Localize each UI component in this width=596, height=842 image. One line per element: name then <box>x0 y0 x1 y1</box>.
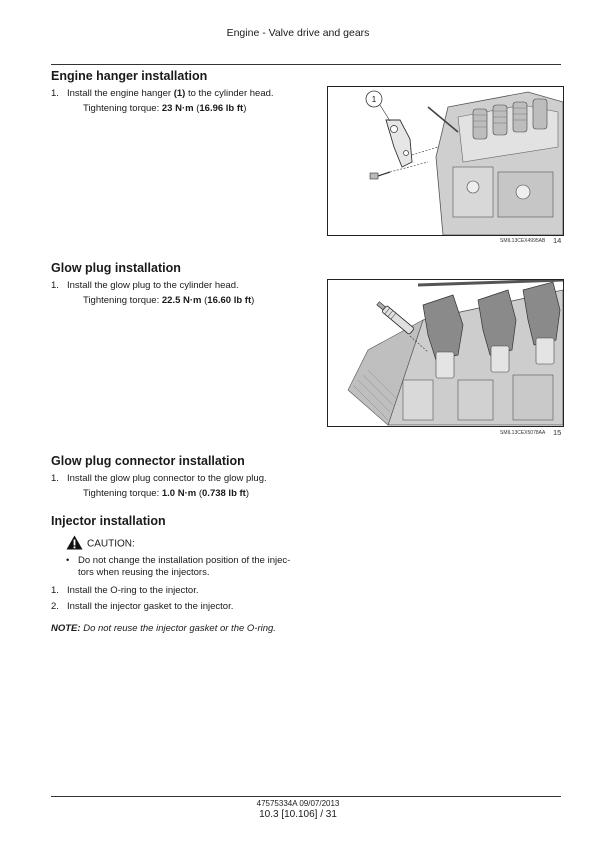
torque-label: Tightening torque: <box>83 488 162 499</box>
caution-bullet <box>66 555 290 579</box>
glow-plug-illustration <box>328 280 563 426</box>
section-title-glow-plug-connector: Glow plug connector installation <box>51 454 245 468</box>
step-injector-2 <box>51 601 233 612</box>
footer-doc-id: 47575334A 09/07/2013 <box>256 799 340 808</box>
torque-alt-value: 16.60 lb ft <box>207 295 252 306</box>
torque-value: 22.5 N·m <box>161 295 202 306</box>
step-text-post: to the cylinder head. <box>185 88 274 99</box>
footer-page-number: 10.3 [10.106] / 31 <box>259 809 337 820</box>
torque-alt-value: 16.96 lb ft <box>199 103 244 114</box>
figure-ref-15: SMIL13CEX5078AA <box>500 430 546 436</box>
figure-number-15: 15 <box>553 428 562 437</box>
note <box>51 623 276 634</box>
caution-block <box>66 535 135 553</box>
note-text: Do not reuse the injector gasket or the O-ring. <box>80 623 276 634</box>
paren-close: ) <box>251 295 255 306</box>
torque-spec-glow-plug-connector <box>83 488 249 499</box>
torque-label: Tightening torque: <box>83 295 162 306</box>
caution-text-line2: tors when reusing the injectors. <box>78 567 210 578</box>
step-text: Install the O-ring to the injector. <box>67 585 199 596</box>
section-title-injector: Injector installation <box>51 514 166 528</box>
paren-open: ( <box>196 488 203 499</box>
step-glow-plug-1 <box>51 280 239 291</box>
paren-open: ( <box>201 295 208 306</box>
torque-spec-glow-plug <box>83 295 254 306</box>
callout-ref: (1) <box>173 88 186 99</box>
paren-close: ) <box>243 103 247 114</box>
step-glow-plug-connector-1 <box>51 473 267 484</box>
step-injector-1 <box>51 585 198 596</box>
figure-glow-plug <box>327 279 564 427</box>
step-text-pre: Install the engine hanger <box>67 88 174 99</box>
engine-hanger-illustration <box>328 87 563 235</box>
section-title-engine-hanger: Engine hanger installation <box>51 69 208 83</box>
step-number: 1. <box>51 473 59 484</box>
step-number: 1. <box>51 280 59 291</box>
step-number: 1. <box>51 88 59 99</box>
paren-close: ) <box>245 488 250 499</box>
step-number: 2. <box>51 601 59 612</box>
caution-label: CAUTION: <box>87 538 135 550</box>
step-text: Install the injector gasket to the injector. <box>67 601 234 612</box>
bullet-dot: • <box>66 555 70 566</box>
paren-open: ( <box>193 103 200 114</box>
torque-value: 23 N·m <box>161 103 194 114</box>
warning-triangle-icon <box>66 535 83 553</box>
section-title-glow-plug: Glow plug installation <box>51 261 181 275</box>
callout-number: 1 <box>371 95 377 104</box>
figure-ref-14: SMIL13CEX4995AB <box>500 238 546 244</box>
torque-alt-value: 0.738 lb ft <box>202 488 246 499</box>
step-number: 1. <box>51 585 59 596</box>
step-text: Install the glow plug connector to the glow plug. <box>67 473 267 484</box>
figure-number-14: 14 <box>553 236 562 245</box>
caution-text-line1: Do not change the installation position of the injec- <box>78 555 291 566</box>
running-header: Engine - Valve drive and gears <box>226 27 370 39</box>
footer-rule <box>51 796 561 797</box>
figure-engine-hanger <box>327 86 564 236</box>
header-rule <box>51 64 561 65</box>
step-engine-hanger-1 <box>51 88 274 99</box>
step-text: Install the glow plug to the cylinder head. <box>67 280 239 291</box>
torque-spec-engine-hanger <box>83 103 246 114</box>
torque-label: Tightening torque: <box>83 103 162 114</box>
torque-value: 1.0 N·m <box>161 488 197 499</box>
note-label: NOTE: <box>51 623 81 634</box>
